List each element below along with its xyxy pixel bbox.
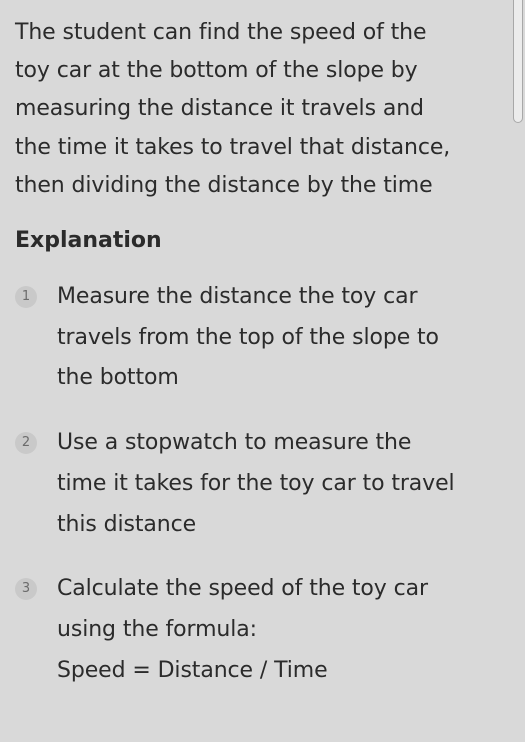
step-text: Measure the distance the toy car travels from the top of the slope to the bottom bbox=[57, 284, 439, 391]
step-number-badge: 1 bbox=[15, 286, 37, 308]
explanation-steps bbox=[15, 277, 497, 691]
step-item bbox=[15, 423, 497, 545]
answer-panel bbox=[15, 14, 497, 715]
step-item bbox=[15, 569, 497, 691]
step-number-badge: 2 bbox=[15, 432, 37, 454]
step-item bbox=[15, 277, 497, 399]
step-text: Calculate the speed of the toy car using the formula: Speed = Distance / Time bbox=[57, 576, 428, 683]
scrollbar-thumb[interactable] bbox=[513, 0, 523, 123]
answer-text: The student can find the speed of the toy car at the bottom of the slope by measuring the distance it travels and the time it takes to travel that distance, then dividing the distance by the time bbox=[15, 20, 451, 198]
step-text: Use a stopwatch to measure the time it takes for the toy car to travel this distance bbox=[57, 430, 455, 537]
explanation-heading: Explanation bbox=[15, 228, 162, 254]
step-number-badge: 3 bbox=[15, 578, 37, 600]
